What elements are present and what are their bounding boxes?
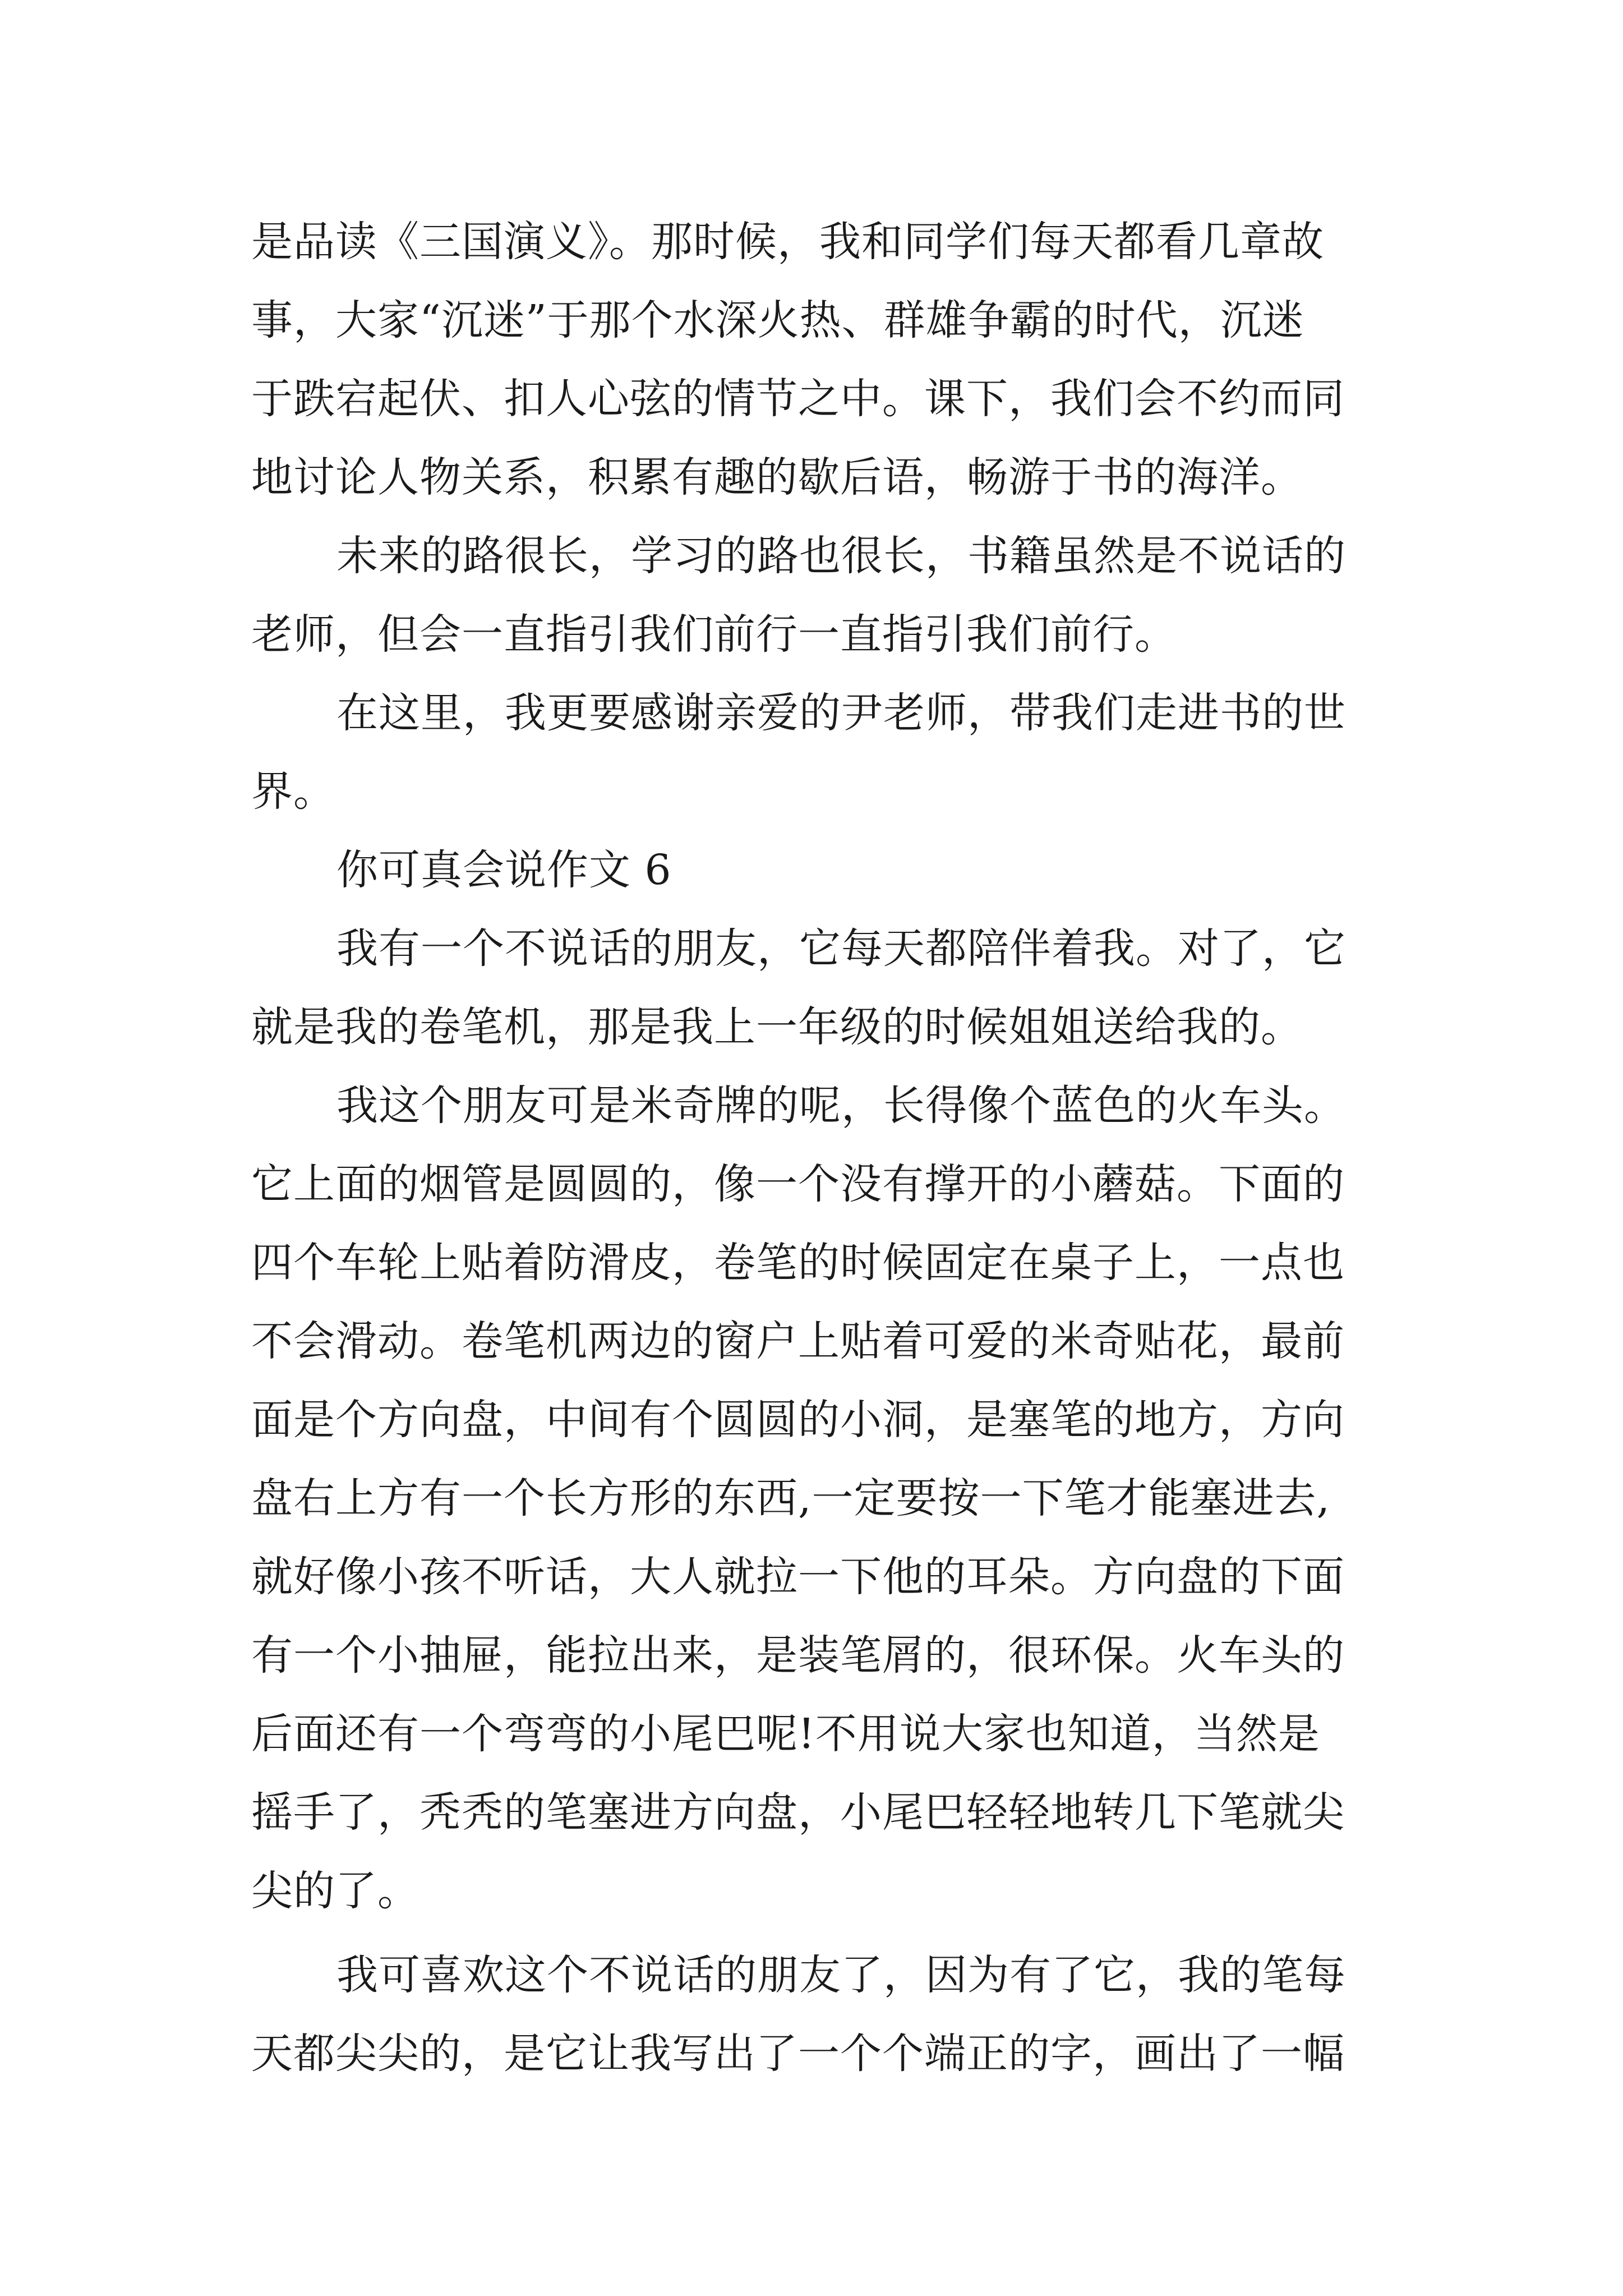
text-line: 尖的了。	[251, 1867, 419, 1915]
text-line: 老师，但会一直指引我们前行一直指引我们前行。	[251, 610, 1177, 659]
text-line: 天都尖尖的，是它让我写出了一个个端正的字，画出了一幅	[251, 2030, 1345, 2078]
text-line: 它上面的烟管是圆圆的，像一个没有撑开的小蘑菇。下面的	[251, 1160, 1345, 1208]
text-line: 有一个小抽屉，能拉出来，是装笔屑的，很环保。火车头的	[251, 1631, 1345, 1680]
text-line: 就是我的卷笔机，那是我上一年级的时候姐姐送给我的。	[251, 1003, 1303, 1051]
text-line: 盘右上方有一个长方形的东西,一定要按一下笔才能塞进去,	[251, 1474, 1331, 1522]
section-heading: 你可真会说作文 6	[336, 846, 672, 894]
text-line: 于跌宕起伏、扣人心弦的情节之中。课下，我们会不约而同	[251, 375, 1345, 423]
text-line: 我这个朋友可是米奇牌的呢，长得像个蓝色的火车头。	[336, 1082, 1346, 1130]
text-line: 我有一个不说话的朋友，它每天都陪伴着我。对了，它	[336, 924, 1346, 973]
text-line: 在这里，我更要感谢亲爱的尹老师，带我们走进书的世	[336, 689, 1346, 737]
text-line: 未来的路很长，学习的路也很长，书籍虽然是不说话的	[336, 532, 1346, 580]
text-line: 就好像小孩不听话，大人就拉一下他的耳朵。方向盘的下面	[251, 1553, 1345, 1601]
text-line: 不会滑动。卷笔机两边的窗户上贴着可爱的米奇贴花，最前	[251, 1317, 1345, 1365]
text-line: 是品读《三国演义》。那时候，我和同学们每天都看几章故	[251, 218, 1324, 266]
text-line: 四个车轮上贴着防滑皮，卷笔的时候固定在桌子上，一点也	[251, 1239, 1345, 1287]
text-line: 地讨论人物关系，积累有趣的歇后语，畅游于书的海洋。	[251, 453, 1303, 501]
text-line: 我可喜欢这个不说话的朋友了，因为有了它，我的笔每	[336, 1951, 1346, 1999]
text-line: 摇手了，秃秃的笔塞进方向盘，小尾巴轻轻地转几下笔就尖	[251, 1788, 1345, 1837]
text-line: 后面还有一个弯弯的小尾巴呢!不用说大家也知道，当然是	[251, 1710, 1320, 1758]
text-line: 界。	[251, 767, 335, 816]
text-line: 面是个方向盘，中间有个圆圆的小洞，是塞笔的地方，方向	[251, 1396, 1345, 1444]
text-line: 事，大家“沉迷”于那个水深火热、群雄争霸的时代，沉迷	[251, 296, 1304, 344]
